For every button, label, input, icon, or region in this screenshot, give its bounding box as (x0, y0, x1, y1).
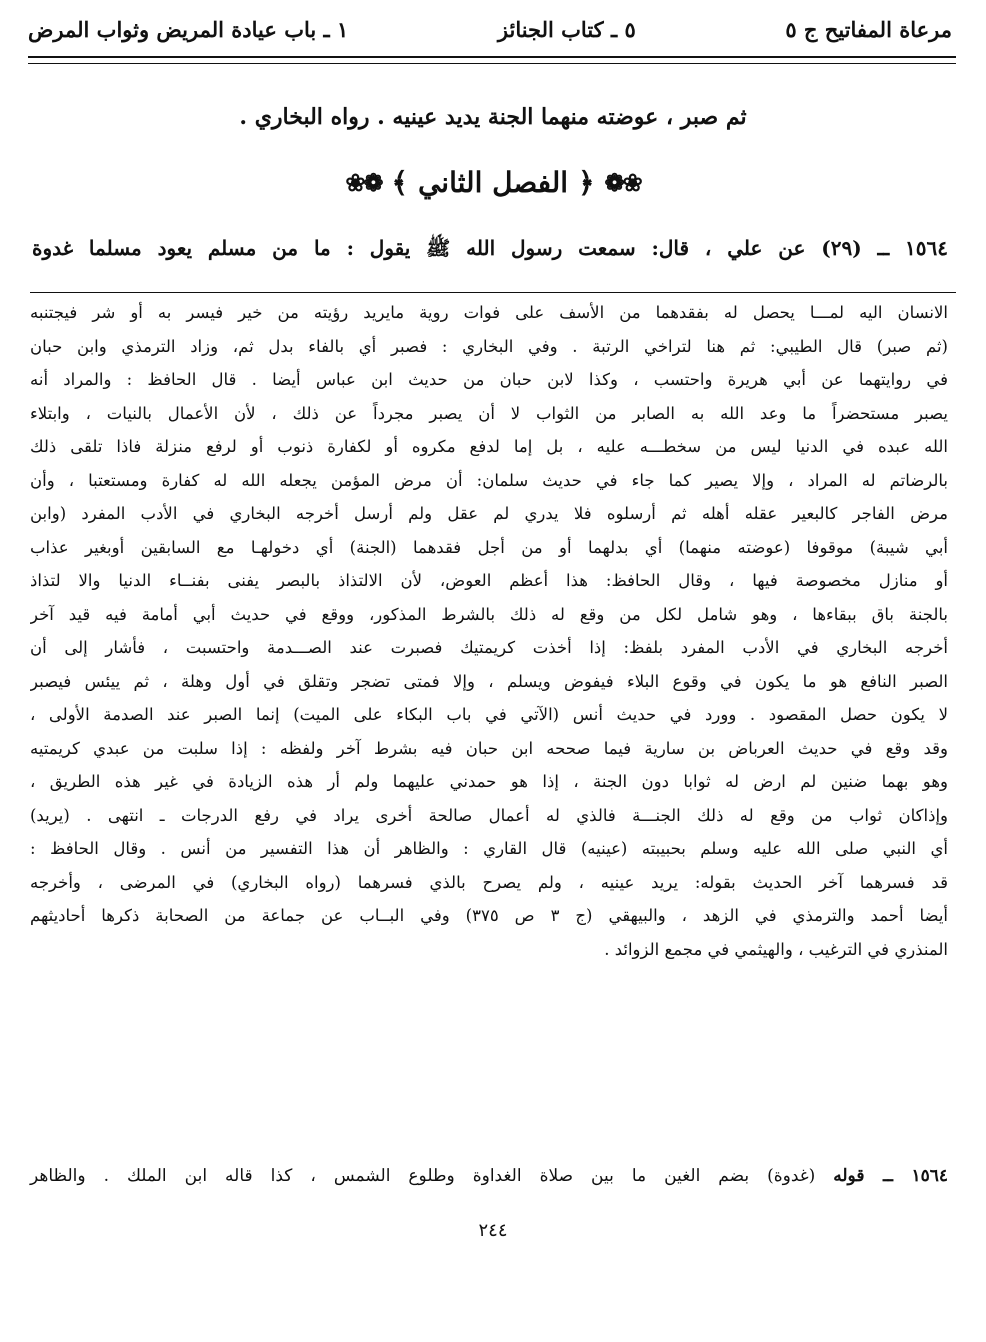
footnote-text: (غدوة) بضم الغين ما بين صلاة الغداوة وطلوع الشمس ، كذا قاله ابن الملك . والظاهر (30, 1166, 816, 1186)
commentary-line: لا يكون حصل المقصود . وورد في حديث أنس (الآتي في باب البكاء على الميت) إنما الصبر عند الصدمة الأولى ، (30, 705, 948, 724)
commentary-line: بالرضاتم له المراد ، وإلا يصير كما جاء في حديث سلمان: أن مرض المؤمن يجعله الله له كفارة ومستعتبا ، وأن (30, 470, 948, 490)
running-head (28, 12, 952, 46)
commentary-line: في روايتهما عن أبي هريرة واحتسب ، وكذا لابن حبان من حديث ابن عباس أيضا . قال الحافظ : والمراد أنه (30, 370, 948, 389)
heading-close-bracket: ﴾ (391, 166, 408, 199)
separator-rule (30, 292, 956, 293)
commentary-line: وقد وقع في حديث العرباض بن سارية فيما صححه ابن حبان فيه بشرط آخر ولفظه : إذا سلبت من عبدي كريمتيه (30, 738, 948, 758)
commentary-line: (ثم صبر) قال الطيبي: ثم هنا لتراخي الرتبة . وفي البخاري : فصبر أي بالفاء بدل ثم، وزاد الترمذي وابن حبان (30, 336, 948, 356)
header-book-title: مرعاة المفاتيح ج ٥ (785, 16, 952, 42)
commentary-line: المنذري في الترغيب ، والهيثمي في مجمع الزوائد . (604, 939, 948, 959)
section-heading (0, 166, 986, 199)
page-number: ٢٤٤ (478, 1220, 508, 1241)
commentary-line: أيضا أحمد والترمذي في الزهد ، والبيهقي (ج ٣ ص ٣٧٥) وفي البــاب عن جماعة من الصحابة ذكرها أحاديثهم (30, 906, 948, 925)
section-title: الفصل الثاني (417, 166, 569, 199)
commentary-line: أو منازل مخصوصة فيها ، وقال الحافظ: هذا أعظم العوض، لأن الالتذاذ بالبصر يفنى بفنــاء الدنيا والا لتذاذ (30, 571, 948, 590)
header-double-rule (28, 56, 956, 64)
commentary-line: وإذاكان ثواب من وقع له ذلك الجنـــة فالذي له أعمال صالحة أخرى يراد في رفع الدرجات ـ انتهى . (يريد) (30, 805, 948, 825)
commentary-line: الله عبده في الدنيا ليس من سخطـــه عليه ، بل إما لدفع مكروه أو لكفارة ذنوب أو لرفع منزلة فاذا تلقى ذلك (30, 437, 948, 456)
commentary (30, 296, 948, 966)
ornament-right-icon: ❀❁ (604, 168, 641, 197)
commentary-line: أخرجه البخاري في الأدب المفرد بلفظ: إذا أخذت كريمتيك فصبرت عند الصـــدمة واحتسبت ، فأشار إلى أن (30, 638, 948, 657)
commentary-line: مرض الفاجر كالبعير عقله أهله ثم أرسلوه فلا يدري لم عقل ولم أرسل أخرجه البخاري في الأدب المفرد (وابن (30, 504, 948, 523)
commentary-line: وهو بهما ضنين لم ارض له ثوابا دون الجنة ، إذا هو حمدني عليهما ولم أر هذه الزيادة في غير هذه الطريق ، (30, 772, 948, 791)
commentary-line: أبي شيبة) موقوفا (عوضته منهما) أي بدلهما أو من أجل فقدهما (الجنة) أي دخولهـا مع السابقين أوبغير عذاب (30, 537, 948, 557)
commentary-line: يصبر مستحضراً ما وعد الله به الصابر من الثواب لا أن يصبر مجرداً عن ذلك ، لأن الأعمال بالنيات ، وابتلاء (30, 403, 948, 423)
footnote-label: ١٥٦٤ ــ قوله (833, 1166, 948, 1186)
header-kitab-title: ٥ ـ كتاب الجنائز (497, 16, 636, 42)
ornament-left-icon: ❁❀ (345, 168, 382, 197)
commentary-line: الصبر النافع هو ما يكون في وقوع البلاء فيفوض ويسلم ، وإلا فمتى تضجر وتقلق في أول وهلة ، ثم ييئس فيصبر (30, 671, 948, 691)
commentary-line: قد فسرهما آخر الحديث بقوله: يريد عينيه ، ولم يصرح بالذي فسرهما (رواه البخاري) في المرضى ، وأخرجه (30, 872, 948, 892)
header-bab-title: ١ ـ باب عيادة المريض وثواب المرض (28, 16, 349, 42)
hadith-text: ١٥٦٤ ــ (٢٩) عن علي ، قال: سمعت رسول الله ﷺ يقول : ما من مسلم يعود مسلما غدوة (32, 236, 948, 260)
hadith-continuation: ثم صبر ، عوضته منهما الجنة يديد عينيه . رواه البخاري . (239, 104, 747, 130)
commentary-line: أي النبي صلى الله عليه وسلم بحبيبته (عينيه) قال القاري : والظاهر أن هذا التفسير من أنس . وقال الحافظ : (30, 839, 948, 858)
commentary-line: بالجنة باق ببقاءها ، وهو شامل لكل من وقع له ذلك بالشرط المذكور، ووقع في حديث أبي أمامة فيه قيد آخر (30, 604, 948, 624)
heading-open-bracket: ﴿ (578, 166, 595, 199)
commentary-line: الانسان اليه لمـــا يحصل له بفقدهما من الأسف على فوات روية مايريد رؤيته من خير فيسر به أو شر فيجتنبه (30, 303, 948, 322)
footnote (30, 1166, 948, 1186)
